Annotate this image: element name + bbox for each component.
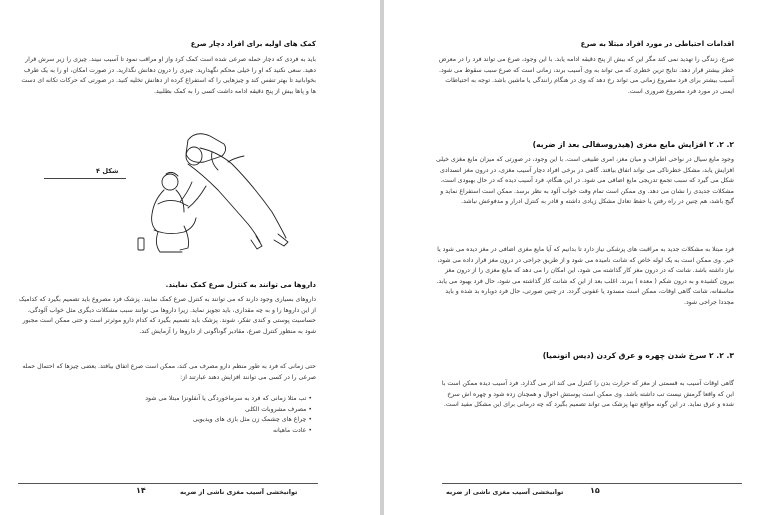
list-item: • عادت ماهیانه — [16, 426, 312, 437]
list-item: • مصرف مشروبات الکلی — [16, 405, 312, 416]
dysautonomia-section-title: ۳. ۲. ۲ سرخ شدن چهره و عرق کردن (دیس اتونمیا) — [542, 351, 734, 360]
shunt-paragraph: فرد مبتلا به مشکلات جدید به مراقبت های پزشکی نیاز دارد تا بدانیم که آیا مایع مغزی اضافی در مغز دیده می شود یا خیر. وی ممکن است به یک لوله خاص که شانت نامیده می شود و از طریق جراحی در درون مغز قرار داده می شود، نیاز داشته باشد. شانت که در درون مغز کار گذاشته می شود، این امکان را می دهد که مایع مغزی را از درون مغز بیرون کشیده و به درون شکم ( معده ) ببرند. اغلب بعد از این که شانت کار گذاشته می شود، حال فرد بهبود می یابد. متاسفانه، شانت گاهی اوقات، ممکن است مسدود یا عفونی گردد. در چنین صورتی، حال فرد دوباره بد شده و باید مجددا جراحی شود. — [436, 246, 734, 306]
first-aid-title: کمک های اولیه برای افراد دچار صرع — [190, 40, 316, 48]
page-number: ۱۴ — [136, 486, 146, 495]
precautions-title: اقدامات احتیاطی در مورد افراد مبتلا به صرع — [580, 40, 734, 48]
precautions-paragraph: صرع، زندگی را تهدید نمی کند مگر این که بیش از پنج دقیقه ادامه یابد. با این وجود، صرع می تواند فرد را در معرض خطر بیشتر قرار دهد. نتایج ترین خطری که می تواند به وی آسیب برند، زمانی است که صرع سبب سقوط می شود. آسیب بیشتر برای فرد مصروع زمانی می تواند رخ دهد که وی در هنگام رانندگی یا ماشین باشد. توجه به احتیاطات ایمنی در مورد فرد مصروع ضروری است. — [438, 56, 734, 95]
page-14 — [0, 0, 380, 515]
page-15 — [384, 0, 764, 515]
dysautonomia-paragraph: گاهی اوقات آسیب به قسمتی از مغز که حرارت بدن را کنترل می کند اثر می گذارد. فرد آسیب دیده ممکن است با این که واقعا گرمش نیست تب داشته باشد. وی ممکن است پوستش احوال و همچنان زده شود و چهره اش سرخ شده و عرق نماید. در این گونه مواقع تنها پزشک می تواند تصمیم بگیرد که چه درمانی برای این مشکل مفید است. — [441, 380, 734, 409]
footer-rule — [18, 483, 318, 484]
hydrocephalus-section-title: ۲. ۲. ۲ افزایش مایع مغزی (هیدروسفالی بعد از ضربه) — [532, 140, 734, 149]
hydrocephalus-paragraph: وجود مایع سیال در نواحی اطراف و میان مغز، امری طبیعی است. با این وجود، در صورتی که میزان مایع مغزی خیلی افزایش یابد، مشکل خطرناکی می تواند اتفاق بیافتد. گاهی در برخی افراد دچار آسیب مغزی، در درون مغز انسدادی شکل می گیرد که سبب تجمع تدریجی مایع اضافی می شود. در این هنگام، فرد آسیب دیده که در حال بهبودی است، مشکلات جدیدی را نشان می دهد. وی ممکن است تمام وقت خواب آلود به نظر برسد. ممکن است استفراغ نماید و گیج باشد، هم چنین در راه رفتن یا حفظ تعادل مشکل زیادی داشته و قادر به کنترل ادرار و مدفوعش نباشد. — [436, 156, 734, 206]
list-item: • چراغ های چشمک زن مثل بازی های ویدیویی — [16, 415, 312, 426]
figure-caption: شکل ۴ — [96, 167, 119, 175]
footer-rule — [442, 483, 742, 484]
seizure-triggers-intro: حتی زمانی که فرد به طور منظم دارو مصرف می کند، ممکن است صرع اتفاق بیافتد. بعضی چیزها که احتمال حمله صرعی را در کسی می توانند افزایش دهند عبارتند از: — [22, 363, 316, 381]
page-number: ۱۵ — [590, 486, 600, 495]
figure-caption-rule — [44, 178, 126, 179]
footer-book-title: توانبخشی آسیب مغزی ناشی از ضربه — [446, 488, 564, 496]
first-aid-illustration — [128, 118, 298, 258]
footer-book-title: توانبخشی آسیب مغزی ناشی از ضربه — [180, 488, 298, 496]
first-aid-paragraph: باید به فردی که دچار حمله صرعی شده است کمک کرد واز او مراقب نمود تا آسیب نبیند. چیزی را زیر سرش قرار دهید. سعی نکنید که او را خیلی محکم نگهدارید. چیزی را درون دهانش نگذارید. در صورت امکان، او را به یک طرف بخوابانید تا بهتر تنفس کند و چیزهایی را که استفراغ کرده از دهانش تخلیه کنید. در صورتی که حرکات تکانه ای دست ها و پاها بیش از پنج دقیقه ادامه داشت کسی را به کمک بطلبید. — [21, 56, 316, 95]
medication-paragraph: داروهای بسیاری وجود دارند که می توانند به کنترل صرع کمک نمایند. پزشک فرد مصروع باید تصمیم بگیرد که کدامیک از این داروها را و به چه مقداری، باید تجویز نماید. زیرا داروها می توانند سبب مشکلات دیگری مثل خواب آلودگی، حساسیت پوستی و کندی تفکر، شوند. پزشک باید تصمیم بگیرد که کدام دارو موثرتر است و حتی ممکن است مجبور شود به منظور کنترل صرع، مقادیر گوناگونی از داروها را آزمایش کند. — [18, 296, 316, 335]
list-item: • تب مثلا زمانی که فرد به سرماخوردگی یا آنفلونزا مبتلا می شود — [16, 394, 312, 405]
medication-section-title: داروها می توانند به کنترل صرع کمک نمایند. — [165, 281, 316, 289]
seizure-triggers-list — [16, 394, 312, 436]
